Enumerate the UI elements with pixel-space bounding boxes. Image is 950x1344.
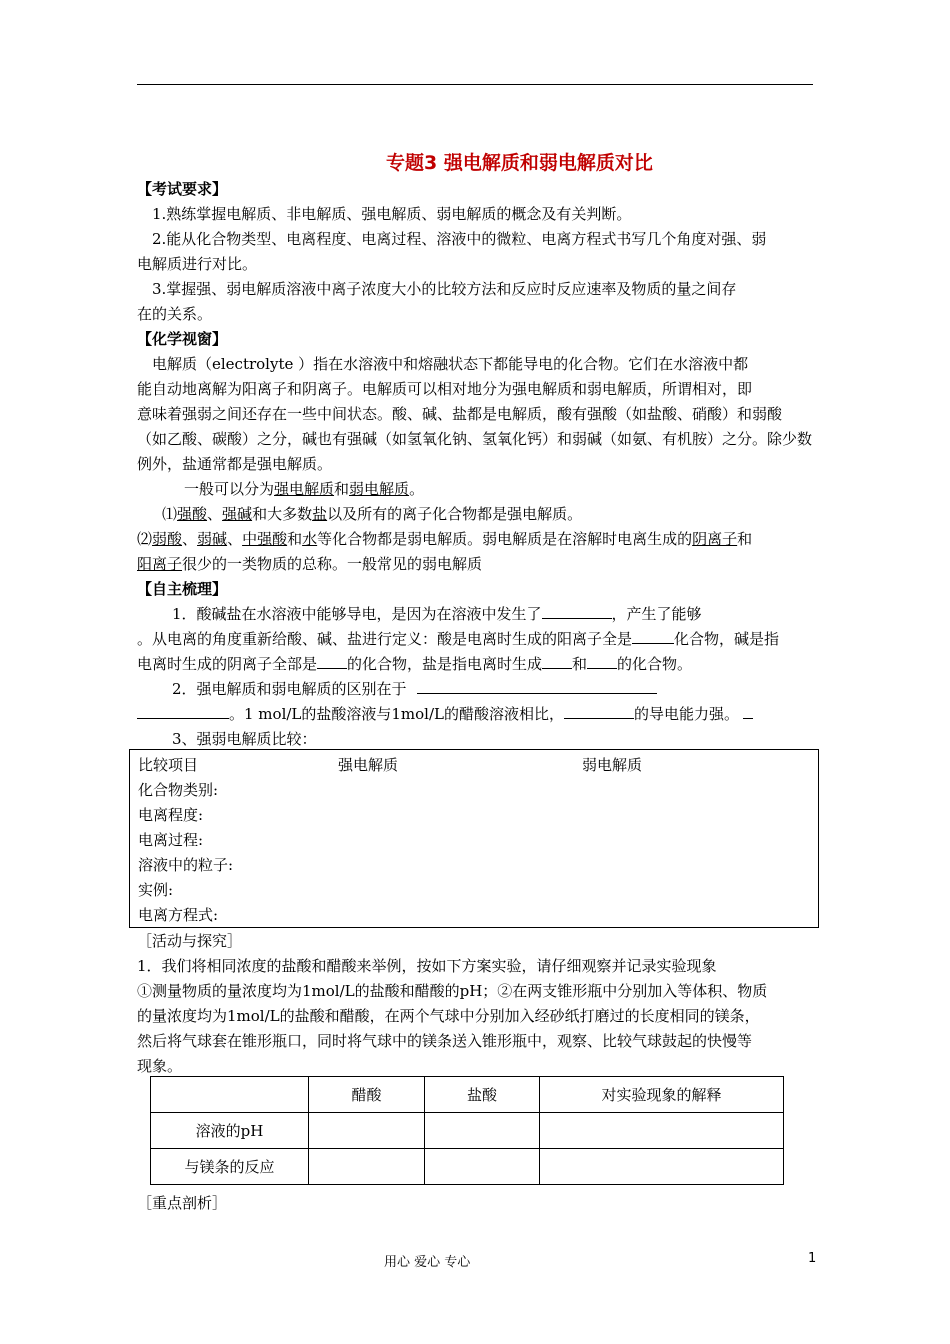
exp-cell[interactable]: [309, 1149, 425, 1185]
activity-line-1: 1．我们将相同浓度的盐酸和醋酸来举例，按如下方案实验，请仔细观察并记录实验现象: [137, 957, 717, 975]
term-anion: 阴离子: [692, 530, 738, 548]
self-line-2a: [172, 678, 657, 699]
cmp-row-particles: 溶液中的粒子:: [138, 856, 234, 874]
activity-line-2: ①测量物质的量浓度均为1mol/L的盐酸和醋酸的pH；②在两支锥形瓶中分别加入等体积、物质: [137, 982, 768, 1000]
cmp-header-strong: 强电解质: [338, 756, 399, 774]
activity-line-5: 现象。: [137, 1057, 183, 1075]
self-line-1c-end: 的化合物。: [617, 655, 693, 673]
window-line-8-pre: ⑵: [137, 530, 153, 548]
exp-header-row: [151, 1077, 784, 1113]
exp-header-acetic: 醋酸: [309, 1077, 425, 1113]
window-line-8: [137, 528, 752, 549]
term-weak-base: 弱碱: [197, 530, 228, 548]
term-medium-acid: 中强酸: [242, 530, 288, 548]
exp-row-ph: [151, 1113, 784, 1149]
self-line-1c-mid1: 的化合物，盐是指电离时生成: [347, 655, 543, 673]
self-line-1c-pre: 电离时生成的阴离子全部是: [137, 655, 318, 673]
window-line-6-pre: 一般可以分为: [184, 480, 275, 498]
cmp-row-ionization-degree: 电离程度:: [138, 806, 204, 824]
cmp-header-weak: 弱电解质: [582, 756, 643, 774]
exp-cell[interactable]: [540, 1149, 784, 1185]
term-water: 水: [302, 530, 318, 548]
self-line-2b: [137, 703, 753, 724]
section-chem-window: 【化学视窗】: [137, 330, 228, 348]
self-line-2a-text: 2．强电解质和弱电解质的区别在于: [172, 680, 407, 698]
window-line-6-mid: 和: [334, 480, 350, 498]
activity-heading: ［活动与探究］: [137, 932, 243, 950]
blank-7[interactable]: [137, 704, 229, 719]
comparison-table: [129, 749, 819, 928]
self-line-1a-end: ，产生了能够: [611, 605, 702, 623]
activity-line-4: 然后将气球套在锥形瓶口，同时将气球中的镁条送入锥形瓶中，观察、比较气球鼓起的快慢等: [137, 1032, 753, 1050]
window-line-8-sep2: 、: [227, 530, 243, 548]
key-analysis-heading: ［重点剖析］: [137, 1194, 228, 1212]
self-line-1b-end: 化合物，碱是指: [674, 630, 780, 648]
cmp-row-ionization-process: 电离过程:: [138, 831, 204, 849]
window-line-6: [184, 478, 424, 499]
blank-8[interactable]: [564, 704, 634, 719]
header-rule: [137, 84, 813, 85]
term-strong-electrolyte: 强电解质: [274, 480, 335, 498]
window-line-8-sep1: 、: [182, 530, 198, 548]
section-self-review: 【自主梳理】: [137, 580, 228, 598]
page-title: 专题3 强电解质和弱电解质对比: [386, 152, 653, 174]
exp-cell[interactable]: [540, 1113, 784, 1149]
window-line-2: 能自动地离解为阳离子和阴离子。电解质可以相对地分为强电解质和弱电解质，所谓相对，即: [137, 380, 753, 398]
exam-item-3-line1: 3.掌握强、弱电解质溶液中离子浓度大小的比较方法和反应时反应速率及物质的量之间存: [152, 280, 737, 298]
self-line-2b-end: 的导电能力强。: [634, 705, 740, 723]
window-line-7-sep1: 、: [207, 505, 223, 523]
self-line-2b-mid: 。1 mol/L的盐酸溶液与1mol/L的醋酸溶液相比，: [229, 705, 564, 723]
window-line-4: （如乙酸、碳酸）之分，碱也有强碱（如氢氧化钠、氢氧化钙）和弱碱（如氨、有机胺）之分。除少数: [137, 430, 813, 448]
blank-6[interactable]: [417, 679, 657, 694]
window-line-8-end: 和: [737, 530, 753, 548]
term-salt: 盐: [312, 505, 328, 523]
exp-header-explanation: 对实验现象的解释: [540, 1077, 784, 1113]
window-line-3: 意味着强弱之间还存在一些中间状态。酸、碱、盐都是电解质，酸有强酸（如盐酸、硝酸）和弱酸: [137, 405, 783, 423]
window-line-8-mid: 等化合物都是弱电解质。弱电解质是在溶解时电离生成的: [317, 530, 693, 548]
self-line-1b-pre: 。从电离的角度重新给酸、碱、盐进行定义：酸是电离时生成的阳离子全是: [137, 630, 633, 648]
exam-item-2-line1: 2.能从化合物类型、电离程度、电离过程、溶液中的微粒、电离方程式书写几个角度对强、弱: [152, 230, 767, 248]
term-cation: 阳离子: [137, 555, 183, 573]
exp-cell[interactable]: [425, 1149, 540, 1185]
term-weak-acid: 弱酸: [152, 530, 183, 548]
exp-header-hydrochloric: 盐酸: [425, 1077, 540, 1113]
exp-row-mg: [151, 1149, 784, 1185]
blank-2[interactable]: [632, 629, 674, 644]
window-line-9: [137, 553, 482, 574]
exp-header-blank: [151, 1077, 309, 1113]
experiment-table: [150, 1076, 784, 1185]
window-line-7-pre: ⑴: [162, 505, 178, 523]
window-line-7-end: 以及所有的离子化合物都是强电解质。: [327, 505, 583, 523]
window-line-9-end: 很少的一类物质的总称。一般常见的弱电解质: [182, 555, 483, 573]
page-number: 1: [808, 1251, 817, 1266]
blank-1[interactable]: [542, 604, 612, 619]
self-line-1a-pre: 1．酸碱盐在水溶液中能够导电，是因为在溶液中发生了: [172, 605, 542, 623]
cmp-row-compound-type: 化合物类别:: [138, 781, 219, 799]
exam-item-2-line2: 电解质进行对比。: [137, 255, 258, 273]
window-line-6-end: 。: [409, 480, 425, 498]
cmp-row-equation: 电离方程式:: [138, 906, 219, 924]
window-line-7-sep2: 和大多数: [252, 505, 313, 523]
window-line-1: 电解质（electrolyte ）指在水溶液中和熔融状态下都能导电的化合物。它们在水溶液中都: [152, 355, 749, 373]
footer-text: 用心 爱心 专心: [384, 1255, 471, 1270]
activity-line-3: 的量浓度均为1mol/L的盐酸和醋酸，在两个气球中分别加入经砂纸打磨过的长度相同的镁条，: [137, 1007, 760, 1025]
blank-4[interactable]: [542, 654, 572, 669]
window-line-8-sep3: 和: [287, 530, 303, 548]
self-line-1c-mid2: 和: [572, 655, 588, 673]
self-line-1c: [137, 653, 692, 674]
term-strong-base: 强碱: [222, 505, 253, 523]
cmp-header-item: 比较项目: [138, 756, 199, 774]
window-line-7: [162, 503, 582, 524]
window-line-5: 例外，盐通常都是强电解质。: [137, 455, 333, 473]
term-weak-electrolyte: 弱电解质: [349, 480, 410, 498]
exp-row-label: 与镁条的反应: [151, 1149, 309, 1185]
exam-item-1: 1.熟练掌握电解质、非电解质、强电解质、弱电解质的概念及有关判断。: [152, 205, 632, 223]
cmp-row-examples: 实例:: [138, 881, 174, 899]
self-line-3: 3、强弱电解质比较：: [172, 730, 317, 748]
exp-cell[interactable]: [309, 1113, 425, 1149]
self-line-1b: [137, 628, 779, 649]
blank-9[interactable]: [743, 704, 753, 719]
blank-5[interactable]: [587, 654, 617, 669]
exp-cell[interactable]: [425, 1113, 540, 1149]
exam-item-3-line2: 在的关系。: [137, 305, 213, 323]
term-strong-acid: 强酸: [177, 505, 208, 523]
blank-3[interactable]: [317, 654, 347, 669]
exp-row-label: 溶液的pH: [151, 1113, 309, 1149]
self-line-1a: [172, 603, 702, 624]
section-exam-requirements: 【考试要求】: [137, 180, 228, 198]
